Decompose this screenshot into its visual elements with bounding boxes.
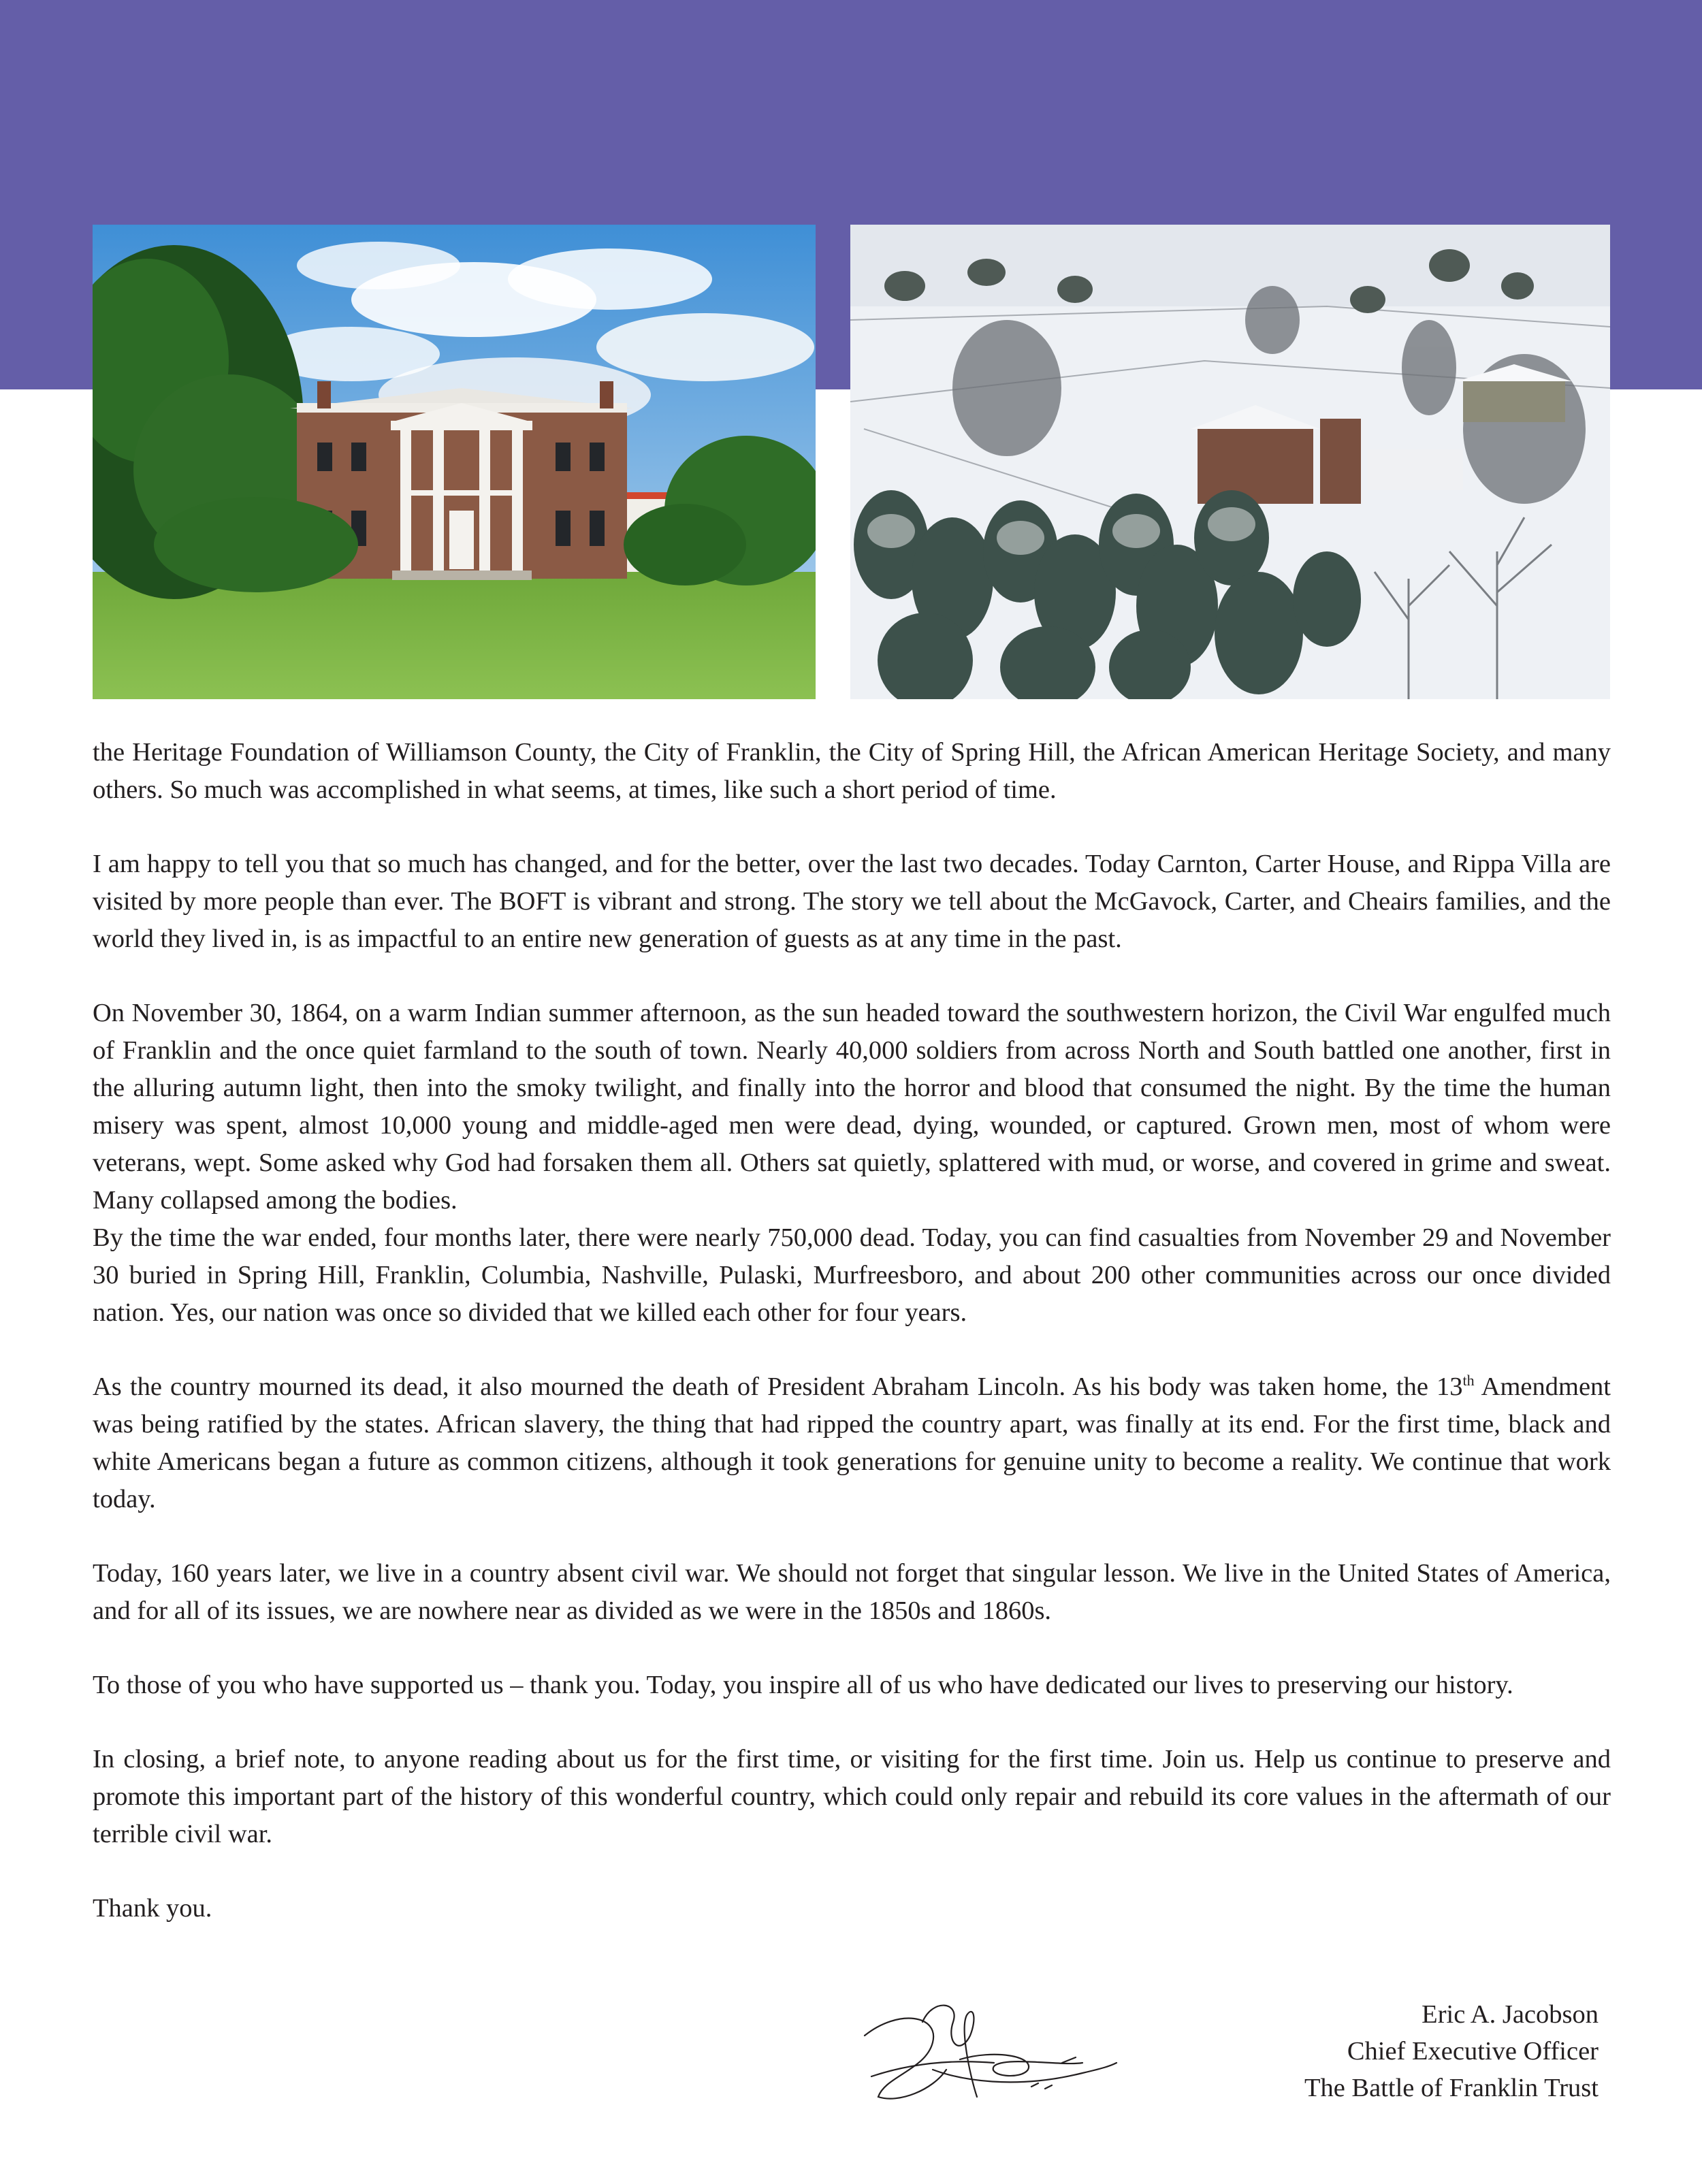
signatory-title: Chief Executive Officer bbox=[1347, 2037, 1599, 2066]
closing-line: Thank you. bbox=[93, 1894, 212, 1923]
paragraph-5-end: Amendment was being ratified by the states. African slavery, the thing that had ripped the country apart, was finally at its end. For the first time, black and white Americans began a future as common citizens, although it took generations for genuine unity to become a reality. We continue that work today. bbox=[93, 1372, 1611, 1513]
ordinal-suffix: th bbox=[1462, 1372, 1475, 1390]
paragraph-3: On November 30, 1864, on a warm Indian summer afternoon, as the sun headed toward the southwestern horizon, the Civil War engulfed much of Franklin and the once quiet farmland to the south of town. Nearly 40,000 soldiers from across North and South battled one another, first in the alluring autumn light, then into the smoky twilight, and finally into the horror and blood that consumed the night. By the time the human misery was spent, almost 10,000 young and middle-aged men were dead, dying, wounded, or captured. Grown men, most of whom were veterans, wept. Some asked why God had forsaken them all. Others sat quietly, splattered with mud, or worse, and covered in grime and sweat. Many collapsed among the bodies. bbox=[93, 999, 1611, 1215]
letter-body bbox=[93, 734, 1611, 1964]
paragraph-5 bbox=[93, 1368, 1611, 1518]
paragraph-5-start: As the country mourned its dead, it also mourned the death of President Abraham Lincoln. As his body was taken home, the 13 bbox=[93, 1372, 1463, 1401]
rippa-villa-summer-photo bbox=[93, 225, 816, 699]
paragraph-8: In closing, a brief note, to anyone reading about us for the first time, or visiting for the first time. Join us. Help us continue to preserve and promote this important part of the history of this wonderful country, which could only repair and rebuild its core values in the aftermath of our terrible civil war. bbox=[93, 1745, 1611, 1848]
paragraph-1: the Heritage Foundation of Williamson County, the City of Franklin, the City of Spring Hill, the African American Heritage Society, and many others. So much was accomplished in what seems, at times, like such a short period of time. bbox=[93, 738, 1611, 804]
signatory-name: Eric A. Jacobson bbox=[1422, 2000, 1599, 2029]
paragraph-2: I am happy to tell you that so much has changed, and for the better, over the last two decades. Today Carnton, Carter House, and Rippa Villa are visited by more people than ever. The BOFT is vibrant and strong. The story we tell about the McGavock, Carter, and Cheairs families, and the world they lived in, is as impactful to an entire new generation of guests as at any time in the past. bbox=[93, 850, 1611, 953]
handwritten-signature bbox=[858, 1995, 1123, 2110]
signature-block bbox=[1304, 1996, 1599, 2106]
paragraph-7: To those of you who have supported us – thank you. Today, you inspire all of us who have dedicated our lives to preserving our history. bbox=[93, 1671, 1513, 1699]
signatory-organization: The Battle of Franklin Trust bbox=[1304, 2074, 1599, 2102]
snowy-estate-aerial-photo bbox=[850, 225, 1610, 699]
paragraph-4: By the time the war ended, four months later, there were nearly 750,000 dead. Today, you can find casualties from November 29 and November 30 buried in Spring Hill, Franklin, Columbia, Nashville, Pulaski, Murfreesboro, and about 200 other communities across our once divided nation. Yes, our nation was once so divided that we killed each other for four years. bbox=[93, 1223, 1611, 1327]
paragraph-6: Today, 160 years later, we live in a country absent civil war. We should not forget that singular lesson. We live in the United States of America, and for all of its issues, we are nowhere near as divided as we were in the 1850s and 1860s. bbox=[93, 1559, 1611, 1625]
